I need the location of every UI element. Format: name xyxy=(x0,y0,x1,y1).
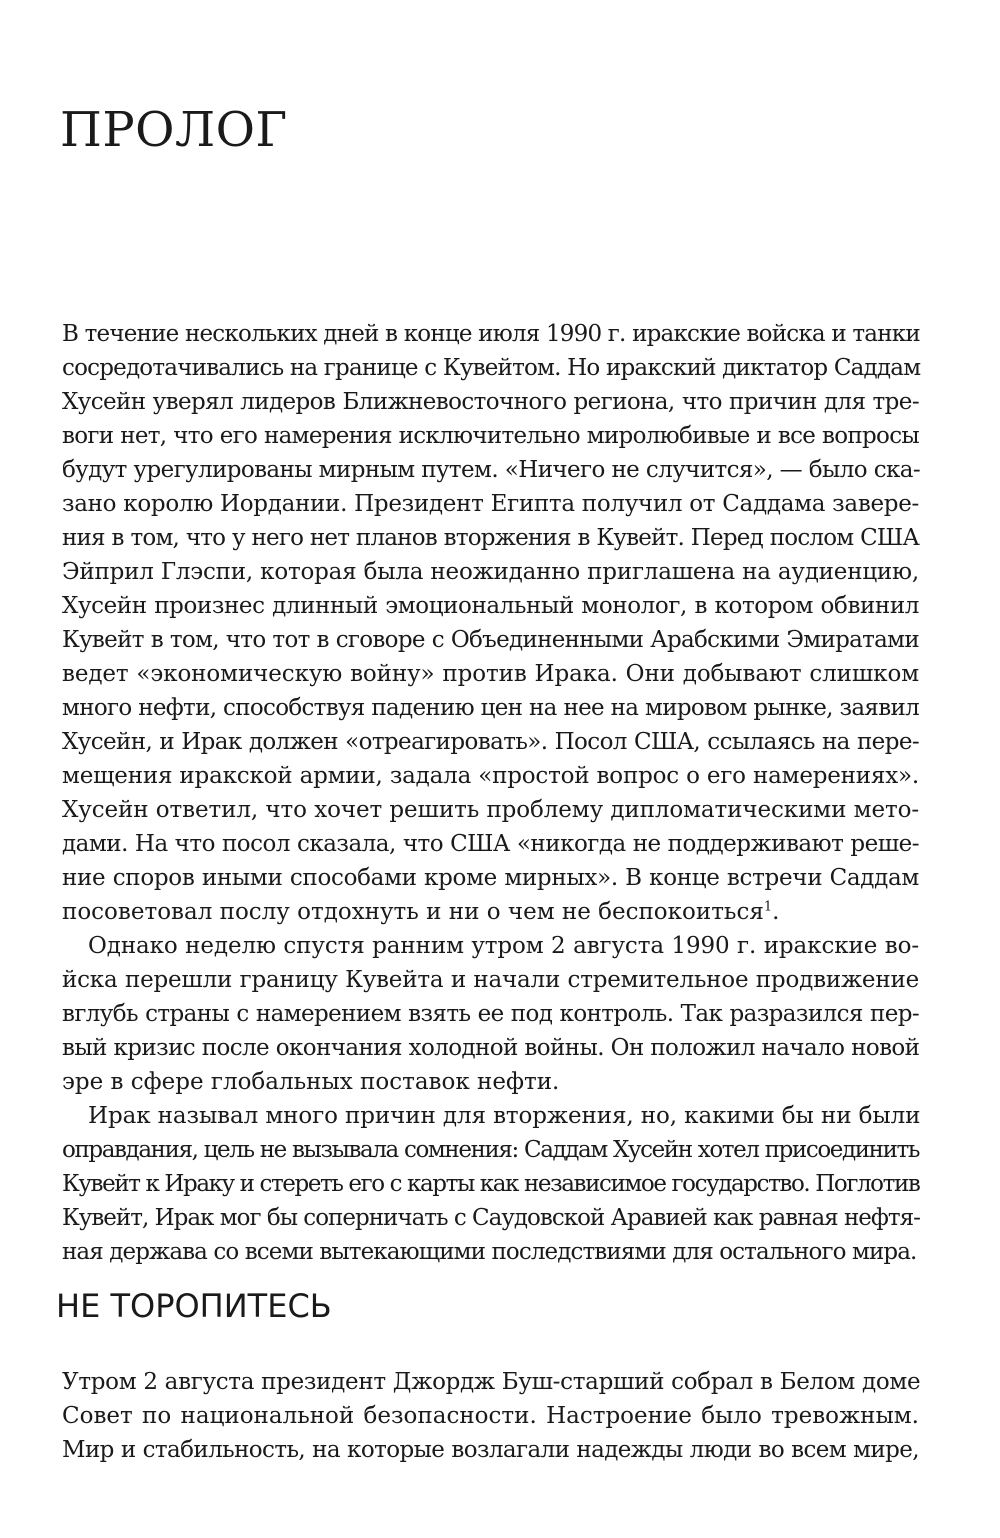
text-line: будут урегулированы мирным путем. «Ничего не случится», — было ска- xyxy=(62,457,921,483)
text-line: посоветовал послу отдохнуть и ни о чем не беспокоиться xyxy=(62,899,764,925)
paragraph-4 xyxy=(62,1365,919,1467)
period: . xyxy=(772,899,780,925)
text-line: Мир и стабильность, на которые возлагали надежды люди во всем мире, xyxy=(62,1437,919,1463)
section-text xyxy=(62,1365,919,1467)
text-line: эре в сфере глобальных поставок нефти. xyxy=(62,1069,560,1095)
text-line: ние споров иными способами кроме мирных». В конце встречи Саддам xyxy=(62,865,919,891)
text-line: дами. На что посол сказала, что США «никогда не поддерживают реше- xyxy=(62,831,919,857)
text-line-with-footnote xyxy=(62,895,919,929)
text-line: Хусейн уверял лидеров Ближневосточного региона, что причин для тре- xyxy=(62,389,919,415)
text-line: Ирак называл много причин для вторжения, но, какими бы ни были xyxy=(88,1103,921,1129)
text-line: ния в том, что у него нет планов вторжения в Кувейт. Перед послом США xyxy=(62,525,919,551)
text-line: йска перешли границу Кувейта и начали стремительное продвижение xyxy=(62,967,919,993)
text-line: Эйприл Глэспи, которая была неожиданно приглашена на аудиенцию, xyxy=(62,559,919,585)
text-line: вый кризис после окончания холодной войны. Он положил начало новой xyxy=(62,1035,920,1061)
text-line: мещения иракской армии, задала «простой вопрос о его намерениях». xyxy=(62,763,919,789)
text-line: Кувейт в том, что тот в сговоре с Объединенными Арабскими Эмиратами xyxy=(62,627,919,653)
text-line: воги нет, что его намерения исключительно миролюбивые и все вопросы xyxy=(62,423,919,449)
footnote-marker[interactable]: 1 xyxy=(763,899,773,915)
text-line: Хусейн произнес длинный эмоциональный монолог, в котором обвинил xyxy=(62,593,919,619)
text-line: Кувейт, Ирак мог бы соперничать с Саудовской Аравией как равная нефтя- xyxy=(62,1205,920,1231)
text-line: сосредотачивались на границе с Кувейтом. Но иракский диктатор Саддам xyxy=(62,355,921,381)
text-line: В течение нескольких дней в конце июля 1990 г. иракские войска и танки xyxy=(62,321,920,347)
text-line: Совет по национальной безопасности. Настроение было тревожным. xyxy=(62,1403,919,1429)
text-line: Однако неделю спустя ранним утром 2 августа 1990 г. иракские во- xyxy=(88,933,919,959)
text-line: оправдания, цель не вызывала сомнения: Саддам Хусейн хотел присоединить xyxy=(62,1137,919,1163)
paragraph-1 xyxy=(62,317,919,929)
text-line: зано королю Иордании. Президент Египта получил от Саддама завере- xyxy=(62,491,919,517)
text-line: Утром 2 августа президент Джордж Буш-старший собрал в Белом доме xyxy=(62,1369,921,1395)
chapter-title: ПРОЛОГ xyxy=(60,102,288,158)
paragraph-3 xyxy=(62,1099,919,1269)
text-line: Хусейн, и Ирак должен «отреагировать». Посол США, ссылаясь на пере- xyxy=(62,729,919,755)
prologue-text xyxy=(62,317,919,1269)
section-heading: НЕ ТОРОПИТЕСЬ xyxy=(56,1287,332,1325)
text-line: Кувейт к Ираку и стереть его с карты как независимое государство. Поглотив xyxy=(62,1171,920,1197)
text-line: ведет «экономическую войну» против Ирака. Они добывают слишком xyxy=(62,661,919,687)
text-line: ная держава со всеми вытекающими последствиями для остального мира. xyxy=(62,1239,917,1265)
text-line: много нефти, способствуя падению цен на нее на мировом рынке, заявил xyxy=(62,695,919,721)
paragraph-2 xyxy=(62,929,919,1099)
text-line: Хусейн ответил, что хочет решить проблему дипломатическими мето- xyxy=(62,797,919,823)
text-line: вглубь страны с намерением взять ее под контроль. Так разразился пер- xyxy=(62,1001,919,1027)
